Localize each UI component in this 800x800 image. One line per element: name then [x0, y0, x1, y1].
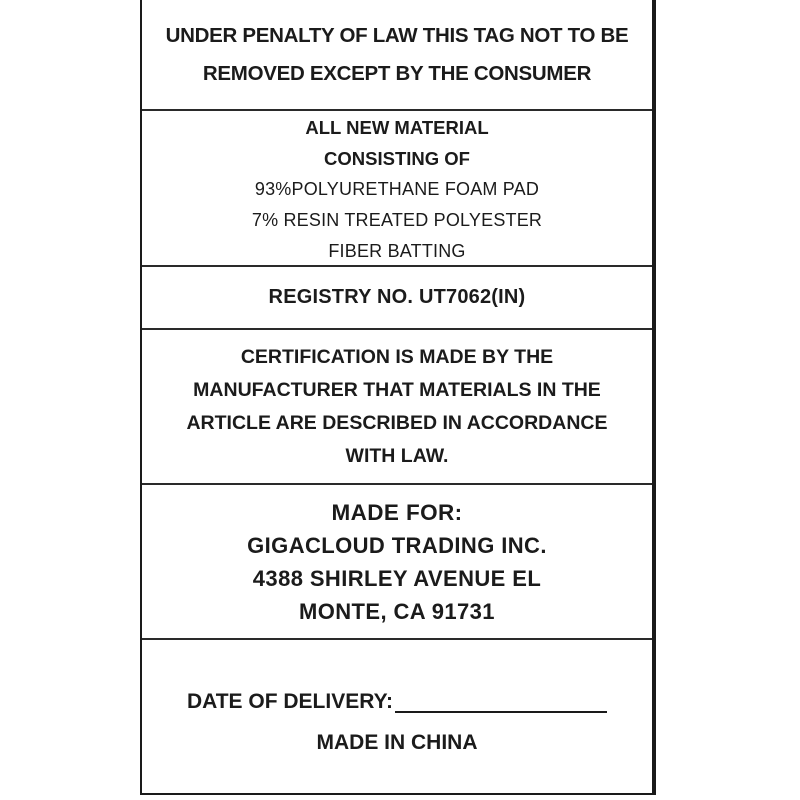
delivery-section — [142, 640, 652, 793]
material-section — [142, 111, 652, 267]
made-for-company: GIGACLOUD TRADING INC. — [247, 532, 547, 558]
law-label-tag — [140, 0, 656, 795]
warning-section — [142, 0, 652, 111]
certification-line-4: WITH LAW. — [345, 444, 449, 467]
certification-line-1: CERTIFICATION IS MADE BY THE — [240, 345, 554, 368]
delivery-date-blank-line — [395, 685, 607, 713]
delivery-date-row — [187, 683, 607, 721]
certification-line-2: MANUFACTURER THAT MATERIALS IN THE — [193, 378, 601, 401]
warning-line-1: UNDER PENALTY OF LAW THIS TAG NOT TO BE — [165, 23, 629, 47]
delivery-date-label: DATE OF DELIVERY: — [186, 689, 394, 713]
made-for-address-2: MONTE, CA 91731 — [299, 598, 495, 624]
registry-section — [142, 267, 652, 330]
made-for-address-1: 4388 SHIRLEY AVENUE EL — [252, 565, 542, 591]
made-for-section — [142, 485, 652, 640]
material-line-foam: 93%POLYURETHANE FOAM PAD — [254, 178, 540, 199]
material-heading-2: CONSISTING OF — [324, 147, 470, 169]
material-line-polyester: 7% RESIN TREATED POLYESTER — [251, 209, 543, 230]
certification-section — [142, 330, 652, 485]
country-of-origin: MADE IN CHINA — [316, 730, 478, 754]
warning-line-2: REMOVED EXCEPT BY THE CONSUMER — [202, 61, 592, 85]
certification-line-3: ARTICLE ARE DESCRIBED IN ACCORDANCE — [186, 411, 608, 434]
material-heading-1: ALL NEW MATERIAL — [305, 116, 489, 138]
made-for-heading: MADE FOR: — [331, 499, 463, 525]
registry-number: REGISTRY NO. UT7062(IN) — [268, 286, 526, 308]
material-line-batting: FIBER BATTING — [328, 240, 466, 261]
